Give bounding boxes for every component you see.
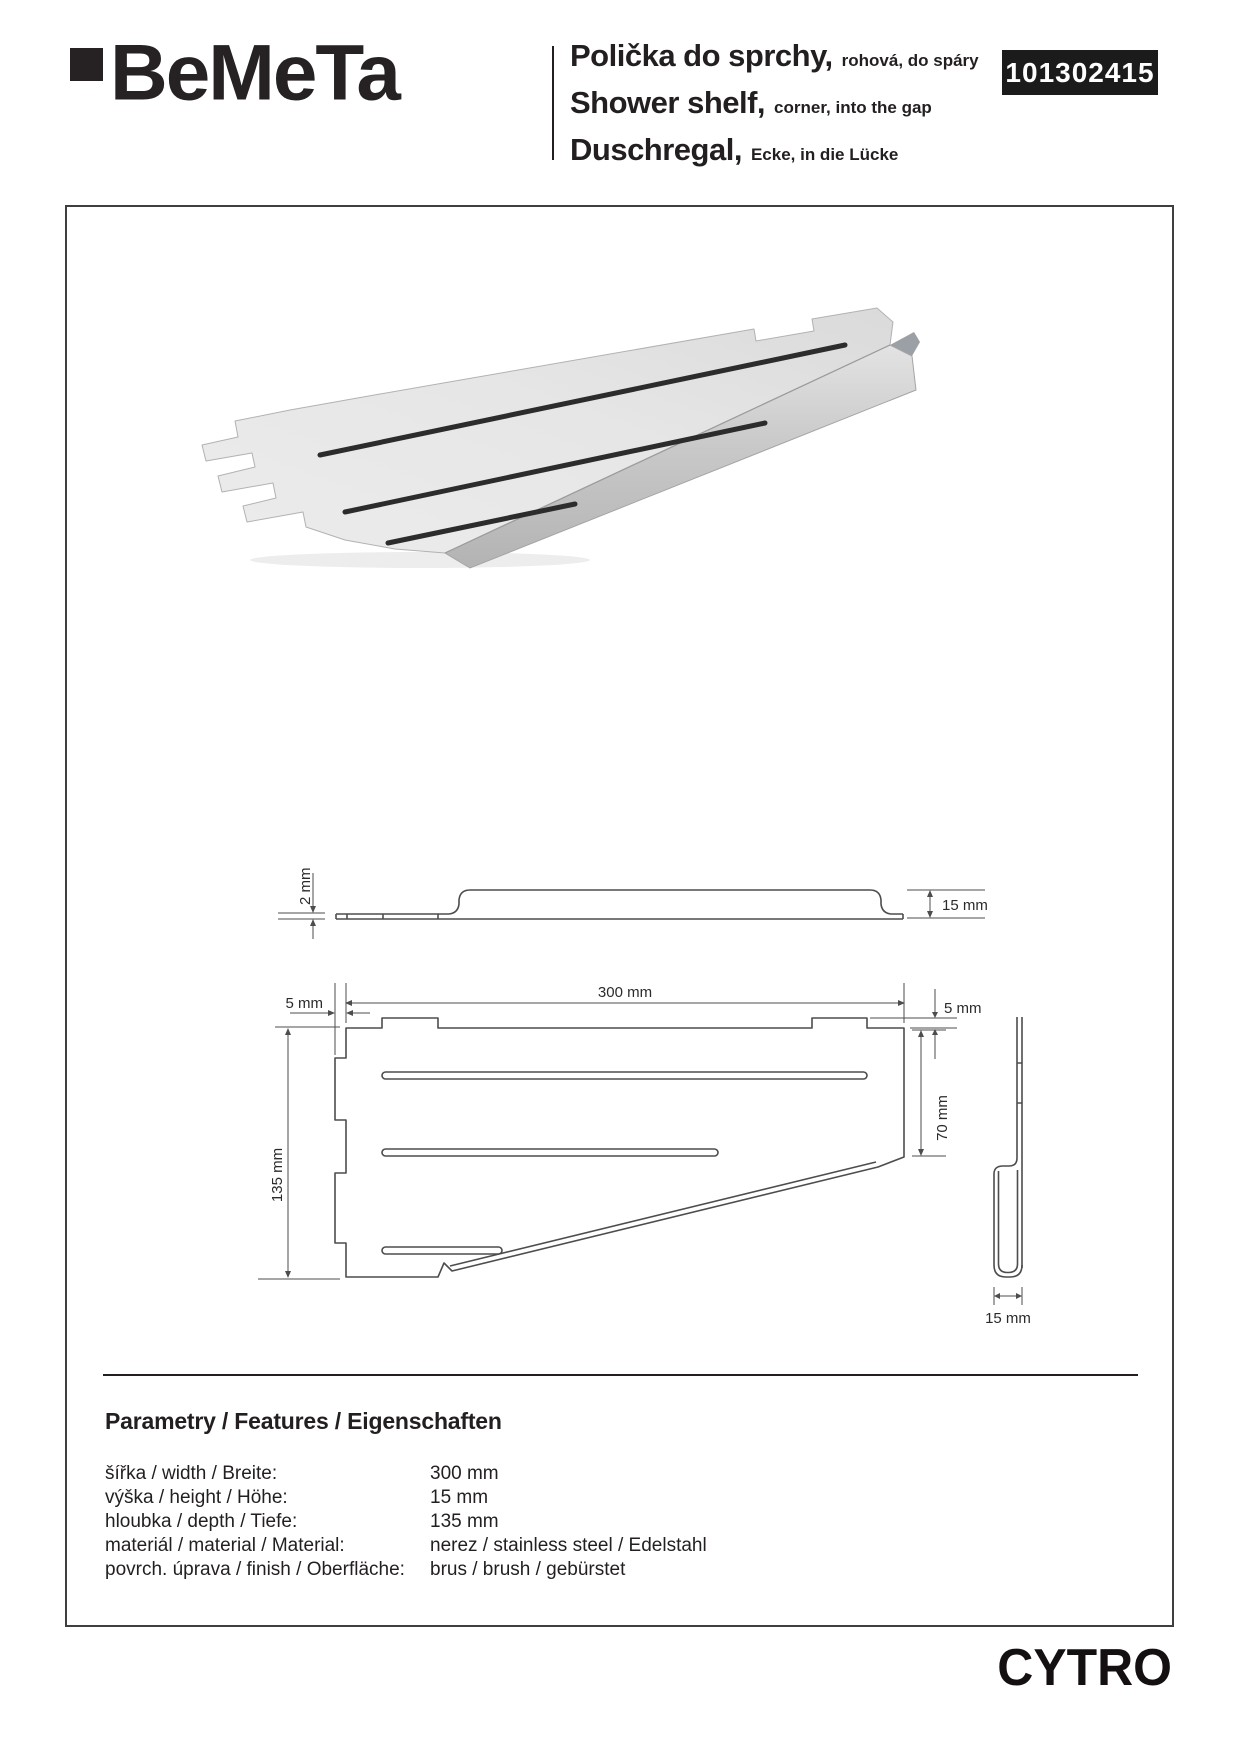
- series-name: CYTRO: [997, 1639, 1172, 1697]
- brand-logo-square: [70, 48, 103, 81]
- param-value: 135 mm: [430, 1511, 499, 1532]
- product-photo: [140, 290, 930, 570]
- param-value: 15 mm: [430, 1487, 489, 1508]
- param-label: hloubka / depth / Tiefe:: [105, 1511, 298, 1532]
- product-titles: [570, 38, 990, 179]
- parameters-table: [105, 1462, 1085, 1582]
- param-value: brus / brush / gebürstet: [430, 1559, 626, 1580]
- product-title-cz: [570, 38, 990, 85]
- title-en-sub: corner, into the gap: [774, 98, 932, 117]
- param-label: materiál / material / Material:: [105, 1535, 345, 1556]
- profile-width-label: 15 mm: [985, 1310, 1031, 1327]
- top-tab-right-label: 5 mm: [944, 1000, 982, 1017]
- top-depth-label: 135 mm: [269, 1147, 286, 1203]
- product-title-en: [570, 85, 990, 132]
- parameters-heading: Parametry / Features / Eigenschaften: [105, 1408, 502, 1434]
- param-row-depth: [105, 1510, 1085, 1534]
- title-de-main: Duschregal,: [570, 132, 742, 167]
- top-tab-left-label: 5 mm: [285, 995, 323, 1012]
- title-en-main: Shower shelf,: [570, 85, 766, 120]
- product-title-de: [570, 132, 990, 179]
- param-row-width: [105, 1462, 1085, 1486]
- photo-shadow: [250, 552, 590, 568]
- top-view-drawing: [230, 975, 1060, 1345]
- brand-logo: BeMeTa: [110, 29, 399, 117]
- title-divider: [552, 46, 554, 160]
- product-code: 101302415: [1005, 56, 1155, 88]
- title-de-sub: Ecke, in die Lücke: [750, 145, 899, 164]
- param-value: 300 mm: [430, 1463, 499, 1484]
- param-value: nerez / stainless steel / Edelstahl: [430, 1535, 707, 1556]
- product-code-badge: [1002, 50, 1158, 95]
- top-width-label: 300 mm: [597, 984, 653, 1001]
- param-row-height: [105, 1486, 1085, 1510]
- title-cz-main: Polička do sprchy,: [570, 38, 833, 73]
- param-label: výška / height / Höhe:: [105, 1487, 288, 1508]
- param-label: šířka / width / Breite:: [105, 1463, 278, 1484]
- title-cz-sub: rohová, do spáry: [841, 51, 979, 70]
- top-right-edge-label: 70 mm: [934, 1095, 951, 1141]
- side-view-drawing: [230, 855, 1010, 955]
- param-row-finish: [105, 1558, 1085, 1582]
- side-height-label: 15 mm: [942, 897, 988, 914]
- param-label: povrch. úprava / finish / Oberfläche:: [105, 1559, 405, 1580]
- parameters-separator: [103, 1374, 1138, 1376]
- param-row-material: [105, 1534, 1085, 1558]
- side-thickness-label: 2 mm: [297, 867, 314, 905]
